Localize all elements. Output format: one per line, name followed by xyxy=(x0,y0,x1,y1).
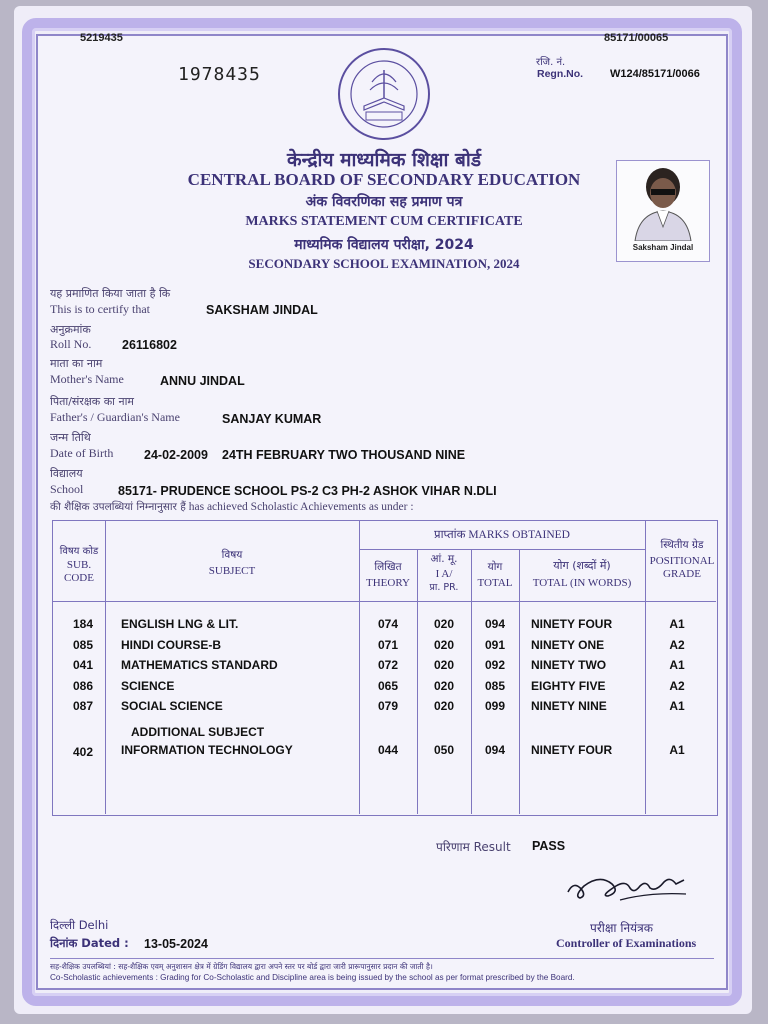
header-words: TOTAL (IN WORDS) xyxy=(532,577,632,589)
sub-code: 184 xyxy=(72,617,94,631)
ia-marks: 020 xyxy=(433,617,455,631)
student-photo-icon xyxy=(617,161,709,241)
grade: A1 xyxy=(669,699,685,713)
header-practical: प्रा. PR. xyxy=(429,582,459,593)
header-subject-hindi: विषय xyxy=(221,549,243,561)
total-in-words: NINETY FOUR xyxy=(531,617,613,631)
additional-subject-label: ADDITIONAL SUBJECT xyxy=(131,725,265,739)
controller-title: Controller of Examinations xyxy=(556,936,697,950)
ia-marks: 020 xyxy=(433,658,455,672)
document-title: MARKS STATEMENT CUM CERTIFICATE xyxy=(245,214,523,229)
sub-code: 087 xyxy=(72,699,94,713)
place: दिल्ली Delhi xyxy=(50,918,109,932)
student-photo xyxy=(616,160,710,262)
header-marks-obtained: प्राप्तांक MARKS OBTAINED xyxy=(434,529,570,541)
header-words-hindi: योग (शब्दों में) xyxy=(553,559,611,572)
father-label-hindi: पिता/संरक्षक का नाम xyxy=(50,395,135,408)
subject-name: ENGLISH LNG & LIT. xyxy=(121,617,239,631)
regn-number: W124/85171/0066 xyxy=(610,68,700,80)
school-label-hindi: विद्यालय xyxy=(50,467,83,480)
certify-label-hindi: यह प्रमाणित किया जाता है कि xyxy=(50,287,171,300)
sub-code: 402 xyxy=(72,745,94,759)
mother-name: ANNU JINDAL xyxy=(160,374,245,388)
subject-name: INFORMATION TECHNOLOGY xyxy=(121,743,293,757)
theory-marks: 074 xyxy=(377,617,399,631)
theory-marks: 044 xyxy=(377,743,399,757)
grade: A1 xyxy=(669,658,685,672)
controller-title-hindi: परीक्षा नियंत्रक xyxy=(590,921,653,935)
total-in-words: NINETY FOUR xyxy=(531,743,613,757)
theory-marks: 065 xyxy=(377,679,399,693)
signature-icon xyxy=(560,862,700,910)
achievement-label: has achieved Scholastic Achievements as under : xyxy=(188,501,414,513)
grade: A1 xyxy=(669,743,685,757)
father-name: SANJAY KUMAR xyxy=(222,412,322,426)
co-scholastic-note: Co-Scholastic achievements : Grading for Co-Scholastic and Discipline area is being issued by the school as per format prescribed by the Board. xyxy=(50,973,575,982)
header-total-hindi: योग xyxy=(487,561,503,573)
total-marks: 091 xyxy=(484,638,506,652)
achievement-line xyxy=(50,500,414,514)
cbse-seal xyxy=(336,46,432,142)
roll-label: Roll No. xyxy=(50,337,92,351)
total-marks: 094 xyxy=(484,617,506,631)
board-name: CENTRAL BOARD OF SECONDARY EDUCATION xyxy=(187,170,581,189)
mother-label-hindi: माता का नाम xyxy=(50,357,103,370)
date-of-birth: 24-02-2009 xyxy=(144,448,208,462)
regn-label: Regn.No. xyxy=(537,68,584,80)
header-code-hindi: विषय कोड xyxy=(59,546,99,557)
dob-in-words: 24TH FEBRUARY TWO THOUSAND NINE xyxy=(222,448,466,462)
exam-title: SECONDARY SCHOOL EXAMINATION, 2024 xyxy=(248,256,520,271)
header-grade: POSITIONAL GRADE xyxy=(649,555,715,580)
achievement-label-hindi: की शैक्षिक उपलब्धियां निम्नानुसार हैं xyxy=(50,501,186,513)
school-label: School xyxy=(50,482,84,496)
result-label: परिणाम Result xyxy=(436,840,511,854)
exam-title-hindi: माध्यमिक विद्यालय परीक्षा, 2024 xyxy=(294,237,474,253)
sub-code: 041 xyxy=(72,658,94,672)
document-title-hindi: अंक विवरणिका सह प्रमाण पत्र xyxy=(305,194,463,210)
theory-marks: 071 xyxy=(377,638,399,652)
student-name: SAKSHAM JINDAL xyxy=(206,303,318,317)
theory-marks: 079 xyxy=(377,699,399,713)
serial-left: 5219435 xyxy=(80,32,123,44)
header-theory: THEORY xyxy=(366,577,410,589)
table-row xyxy=(53,699,716,716)
header-grade-hindi: स्थितीय ग्रेड xyxy=(660,539,704,551)
table-row xyxy=(53,743,716,760)
header-total: TOTAL xyxy=(477,577,513,589)
footer-divider xyxy=(50,958,714,959)
ia-marks: 020 xyxy=(433,638,455,652)
roll-label-hindi: अनुक्रमांक xyxy=(50,323,91,336)
total-marks: 085 xyxy=(484,679,506,693)
theory-marks: 072 xyxy=(377,658,399,672)
table-row xyxy=(53,679,716,696)
certify-label: This is to certify that xyxy=(50,302,150,316)
header-theory-hindi: लिखित xyxy=(374,561,402,573)
subject-name: SOCIAL SCIENCE xyxy=(121,699,223,713)
sub-code: 086 xyxy=(72,679,94,693)
total-in-words: NINETY ONE xyxy=(531,638,605,652)
grade: A2 xyxy=(669,638,685,652)
school-name: 85171- PRUDENCE SCHOOL PS-2 C3 PH-2 ASHOK VIHAR N.DLI xyxy=(118,484,497,498)
table-row xyxy=(53,638,716,655)
grade: A1 xyxy=(669,617,685,631)
date-label: दिनांक Dated : xyxy=(50,936,129,950)
issue-date: 13-05-2024 xyxy=(144,937,208,951)
board-name-hindi: केन्द्रीय माध्यमिक शिक्षा बोर्ड xyxy=(287,149,481,171)
controller-signature xyxy=(560,862,700,910)
certificate-number: 1978435 xyxy=(178,64,261,85)
dob-label: Date of Birth xyxy=(50,446,114,460)
total-marks: 099 xyxy=(484,699,506,713)
table-row xyxy=(53,617,716,634)
total-marks: 094 xyxy=(484,743,506,757)
ia-marks: 020 xyxy=(433,699,455,713)
co-scholastic-note-hindi: सह-शैक्षिक उपलब्धियां : सह-शैक्षिक एवम् अनुशासन क्षेत्र में ग्रेडिंग विद्यालय द्वारा अपने स्तर पर बोर्ड द्वारा जारी प्रारूपानुसार प्रदान की जाती है। xyxy=(50,962,433,971)
roll-number: 26116802 xyxy=(122,338,177,352)
ia-marks: 020 xyxy=(433,679,455,693)
total-in-words: NINETY NINE xyxy=(531,699,607,713)
ia-marks: 050 xyxy=(433,743,455,757)
table-row xyxy=(53,658,716,675)
result-value: PASS xyxy=(532,839,566,853)
dob-label-hindi: जन्म तिथि xyxy=(50,431,91,444)
subject-name: SCIENCE xyxy=(121,679,175,693)
total-in-words: EIGHTY FIVE xyxy=(531,679,606,693)
total-in-words: NINETY TWO xyxy=(531,658,607,672)
subject-name: MATHEMATICS STANDARD xyxy=(121,658,278,672)
header-subject: SUBJECT xyxy=(208,565,256,577)
photo-signature: Saksham Jindal xyxy=(632,243,694,252)
header-ia-hindi: आं. मू. xyxy=(430,553,458,565)
subject-name: HINDI COURSE-B xyxy=(121,638,222,652)
mother-label: Mother's Name xyxy=(50,372,124,386)
regn-label-hindi: रजि. नं. xyxy=(536,57,566,68)
serial-right: 85171/00065 xyxy=(604,32,669,44)
total-marks: 092 xyxy=(484,658,506,672)
header-code: SUB. CODE xyxy=(64,559,94,584)
father-label: Father's / Guardian's Name xyxy=(50,410,180,424)
header-ia: I A/ xyxy=(435,568,453,580)
sub-code: 085 xyxy=(72,638,94,652)
cbse-seal-icon xyxy=(336,46,432,142)
marks-table xyxy=(52,520,718,816)
grade: A2 xyxy=(669,679,685,693)
